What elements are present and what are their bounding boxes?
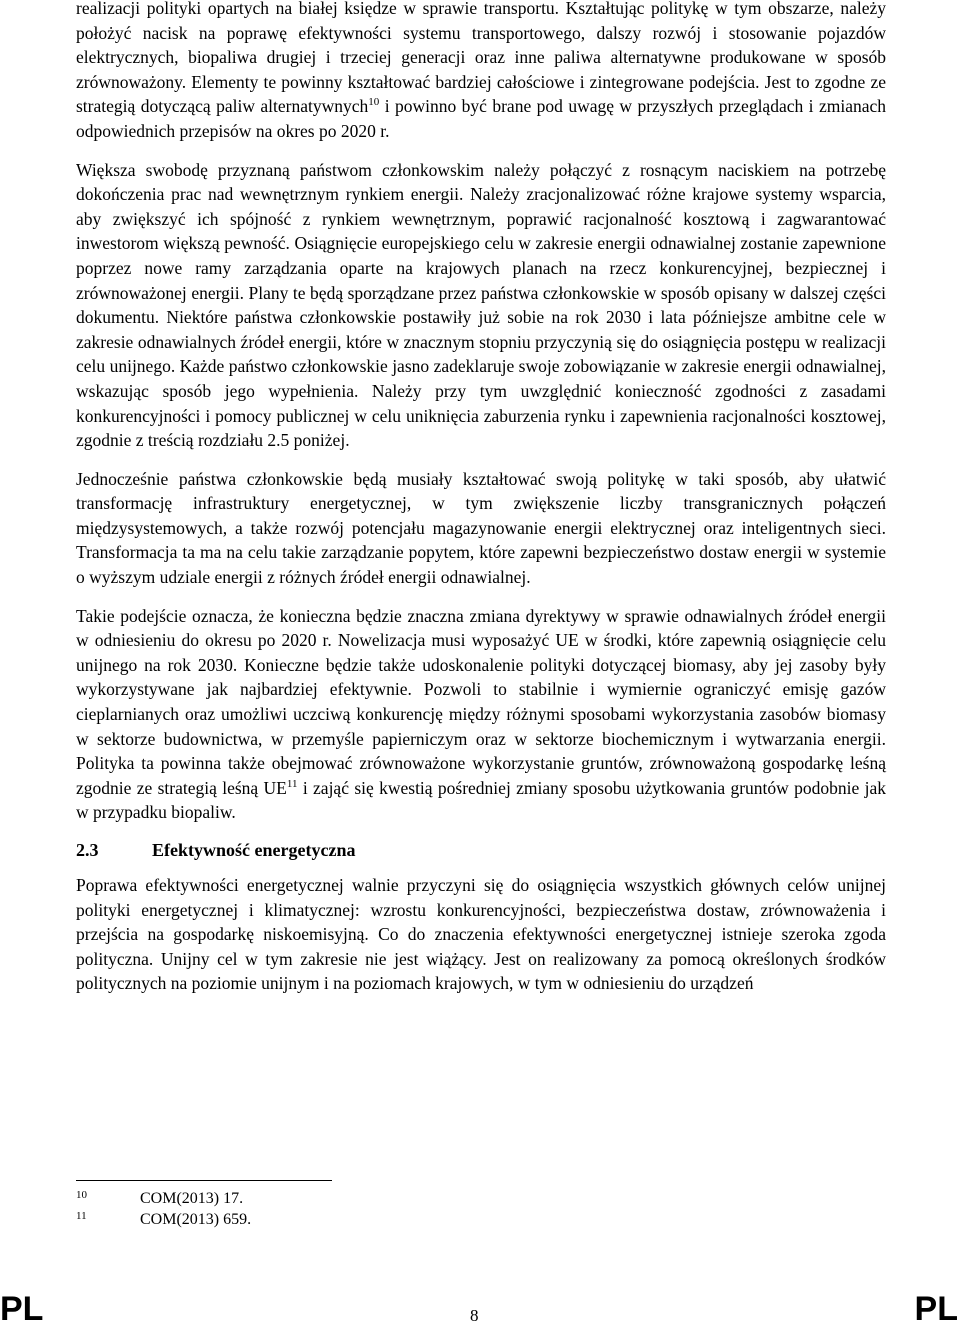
section-number: 2.3 [76, 840, 99, 860]
paragraph-transport [76, 0, 886, 144]
paragraph-infrastructure: Jednocześnie państwa członkowskie będą musiały kształtować swoją politykę w taki sposób, aby ułatwić transformację infrastruktury energetycznej, w tym zwiększenie liczby transgranicznych połączeń międzysystemowych, a także rozwój potencjału magazynowanie energii elektrycznej oraz inteligentnych sieci. Transformacja ta ma na celu takie zarządzanie popytem, które zapewni bezpieczeństwo dostaw energii w systemie o wyższym udziale energii z różnych źródeł energii odnawialnej. [76, 468, 886, 588]
page-footer [0, 1289, 960, 1329]
page-number: 8 [470, 1306, 479, 1325]
footnote-11 [76, 1209, 251, 1230]
footnote-mark: 11 [76, 1210, 87, 1222]
section-title: Efektywność energetyczna [152, 840, 356, 860]
paragraph-directive [76, 604, 886, 825]
footnote-ref-11[interactable]: 11 [286, 777, 298, 790]
paragraph-member-states: Większa swobodę przyznaną państwom członkowskim należy połączyć z rosnącym naciskiem na potrzebę dokończenia prac nad wewnętrznym rynkiem energii. Należy zracjonalizować różne krajowe systemy wsparcia, aby zwiększyć ich spójność z rynkiem wewnętrznym, poprawić racjonalność kosztową i zagwarantować inwestorom większą pewność. Osiągnięcie europejskiego celu w zakresie energii odnawialnej zostanie zapewnione poprzez nowe ramy zarządzania oparte na krajowych planach na rzecz konkurencyjnej, bezpiecznej i zrównoważonej energii. Plany te będą sporządzane przez państwa członkowskie w sposób opisany w dalszej części dokumentu. Niektóre państwa członkowskie postawiły już sobie na rok 2030 i lata późniejsze ambitne cele w zakresie odnawialnych źródeł energii, które w znacznym stopniu przyczynią się do osiągnięcia postępu w realizacji celu unijnego. Każde państwo członkowskie jasno zadeklaruje swoje zobowiązanie w zakresie energii odnawialnej, wskazując sposób jego wypełnienia. Należy przy tym uwzględnić konieczność zgodności z zasadami konkurencyjności i pomocy publicznej w celu uniknięcia zaburzenia rynku i zapewnienia racjonalności kosztowej, zgodnie z treścią rozdziału 2.5 poniżej. [76, 159, 886, 451]
paragraph-text: i zająć się kwestią pośredniej zmiany sposobu użytkowania gruntów podobnie jak w przypadku biopaliw. [76, 777, 887, 823]
footnote-text: COM(2013) 659. [140, 1211, 252, 1228]
paragraph-efficiency: Poprawa efektywności energetycznej walnie przyczyni się do osiągnięcia wszystkich głównych celów unijnej polityki energetycznej i klimatycznej: wzrostu konkurencyjności, bezpieczeństwa dostaw, zrównoważenia i przejścia na gospodarkę niskoemisyjną. Co do znaczenia efektywności energetycznej istnieje szeroka zgoda polityczna. Unijny cel w tym zakresie nie jest wiążący. Jest on realizowany za pomocą określonych środków politycznych na poziomie unijnym i na poziomach krajowych, w tym w odniesieniu do urządzeń [76, 875, 886, 994]
section-heading [76, 838, 886, 862]
footnote-mark: 10 [76, 1189, 87, 1201]
language-code-right: PL [914, 1290, 958, 1328]
paragraph-text: realizacji polityki opartych na białej księdze w sprawie transportu. Kształtując politykę w tym obszarze, należy położyć nacisk na poprawę efektywności systemu transportowego, dalszy rozwój i stosowanie pojazdów elektrycznych, biopaliwa drugiej i trzeciej generacji oraz inne paliwa alternatywne produkowane w sposób zrównoważony. Elementy te powinny kształtować bardziej całościowe i zintegrowane podejścia. Jest to zgodne ze strategią dotyczącą paliw alternatywnych [76, 0, 886, 117]
paragraph-text: Takie podejście oznacza, że konieczna będzie znaczna zmiana dyrektywy w sprawie odnawialnych źródeł energii w odniesieniu do okresu po 2020 r. Nowelizacja musi wyposażyć UE w środki, które zapewnią osiągnięcie celu unijnego na rok 2030. Konieczne będzie także udoskonalenie polityki dotyczącej biomasy, aby jej zasoby były wykorzystywane jak najbardziej efektywnie. Pozwoli to stabilnie i wymiernie ograniczyć emisję gazów cieplarnianych oraz umożliwi uczciwą konkurencję między różnymi sposobami wykorzystania zasobów biomasy w sektorze budownictwa, w przemyśle papierniczym oraz w sektorze biochemicznym i wytwarzania energii. Polityka ta powinna także obejmować zrównoważone wykorzystanie gruntów, zrównoważoną gospodarkę leśną zgodnie ze strategią leśną UE [76, 605, 886, 798]
footnotes [76, 1188, 251, 1230]
footnote-ref-10[interactable]: 10 [368, 96, 380, 109]
paragraph-text: i powinno być brane pod uwagę w przyszłych przeglądach i zmianach odpowiednich przepisów na okres po 2020 r. [76, 96, 886, 141]
document-body [76, 0, 886, 996]
language-code-left: PL [0, 1290, 44, 1328]
footnote-text: COM(2013) 17. [140, 1190, 244, 1207]
footnote-10 [76, 1188, 251, 1209]
footnote-separator [76, 1180, 332, 1181]
